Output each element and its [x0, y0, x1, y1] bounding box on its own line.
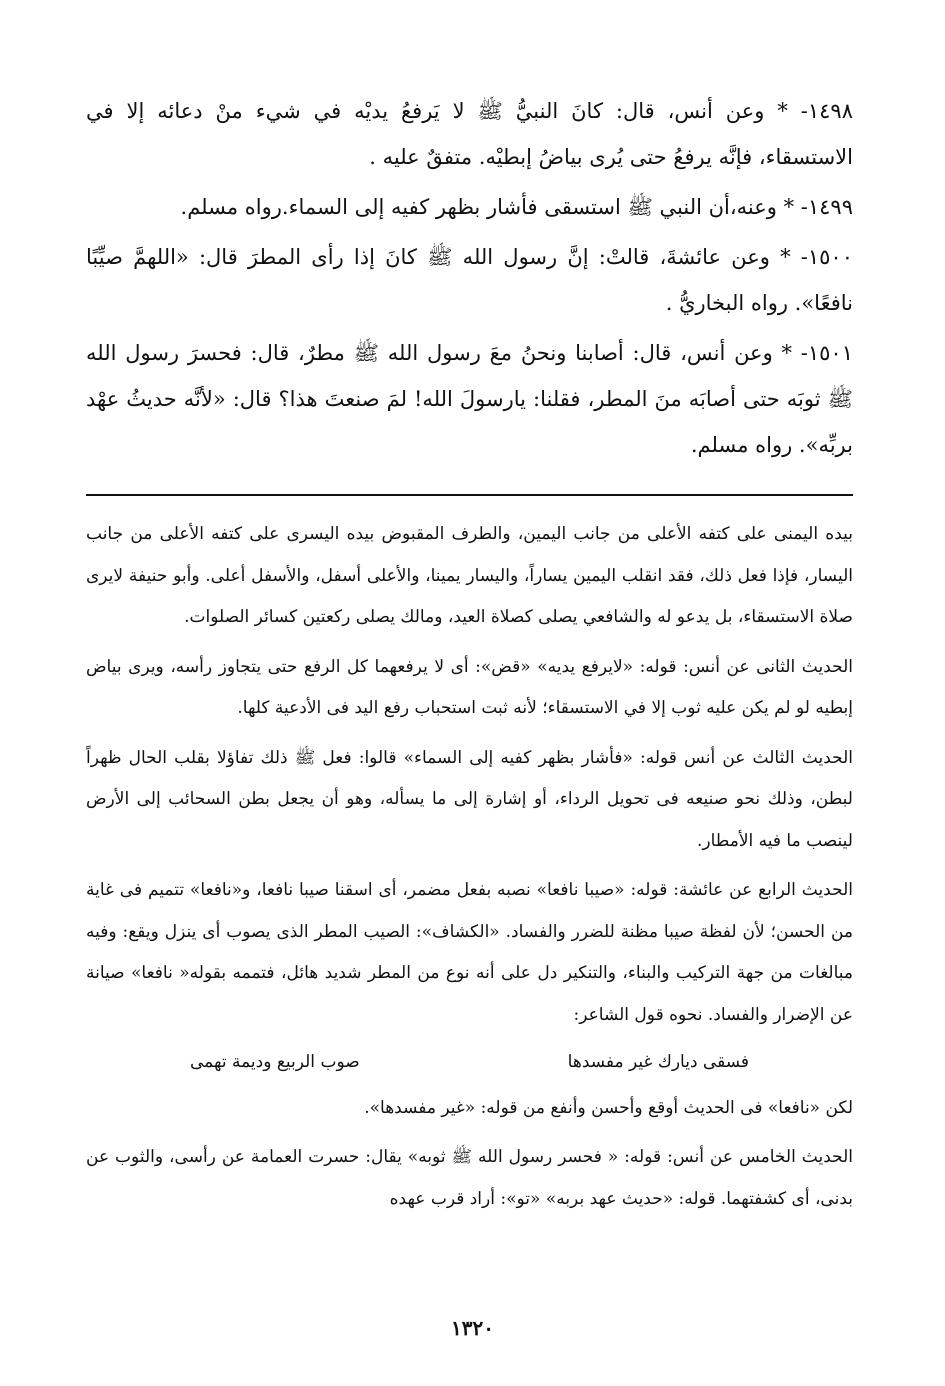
hadith-1500: ١٥٠٠- * وعن عائشةَ، قالتْ: إنَّ رسول الله ﷺ كانَ إذا رأى المطرَ قال: «اللهمَّ صيِّبًا نافعًا». رواه البخاريُّ . — [86, 245, 853, 315]
commentary-paragraph: الحديث الثالث عن أنس قوله: «فأشار بظهر كفيه إلى السماء» قالوا: فعل ﷺ ذلك تفاؤلا بقلب الحال ظهراً لبطن، وذلك نحو صنيعه فى تحويل الرداء، أو إشارة إلى ما يسأله، وهو أن يجعل بطن السحائب إلى الأرض لينصب ما فيه الأمطار. — [86, 747, 853, 851]
hadith-1501: ١٥٠١- * وعن أنس، قال: أصابنا ونحنُ معَ رسول الله ﷺ مطرٌ، قال: فحسرَ رسول الله ﷺ ثوبَه حتى أصابَه منَ المطر، فقلنا: يارسولَ الله! لمَ صنعتَ هذا؟ قال: «لأنَّه حديثُ عهْد بربِّه». رواه مسلم. — [86, 341, 853, 457]
commentary-after-poem: لكن «نافعا» فى الحديث أوقع وأحسن وأنفع من قوله: «غير مفسدها». — [364, 1097, 853, 1118]
commentary-paragraph: الحديث الثانى عن أنس: قوله: «لايرفع يديه» «قض»: أى لا يرفعهما كل الرفع حتى يتجاوز رأسه، ويرى بياض إبطيه لو لم يكن عليه ثوب إلا في الاستسقاء؛ لأنه ثبت استحباب رفع اليد فى الأدعية كلها. — [86, 656, 853, 718]
poem-verse — [86, 1042, 853, 1084]
commentary-paragraph: الحديث الرابع عن عائشة: قوله: «صيبا نافعا» نصبه بفعل مضمر، أى اسقنا صيبا نافعا، و«نافعا» تتميم فى غاية من الحسن؛ لأن لفظة صيبا مظنة للضرر والفساد. «الكشاف»: الصيب المطر الذى يصوب أى ينزل ويقع: وفيه مبالغات من جهة التركيب والبناء، والتنكير دل على أنه نوع من المطر شديد هائل، فتممه بقوله« نافعا» صيانة عن الإضرار والفساد. نحوه قول الشاعر: — [86, 880, 853, 1025]
commentary-paragraph: بيده اليمنى على كتفه الأعلى من جانب اليمين، والطرف المقبوض بيده اليسرى على كتفه الأعلى من جانب اليسار، فإذا فعل ذلك، فقد انقلب اليمين يساراً، واليسار يمينا، والأعلى أسفل، والأسفل أعلى. وأبو حنيفة لايرى صلاة الاستسقاء، بل يدعو له والشافعي يصلى كصلاة العيد، ومالك يصلى ركعتين كسائر الصلوات. — [86, 524, 853, 627]
poem-hemistich-first: فسقى ديارك غير مفسدها — [567, 1052, 749, 1072]
poem-hemistich-second: صوب الربيع وديمة تهمى — [190, 1052, 360, 1072]
commentary-section — [86, 514, 853, 1220]
hadith-1498: ١٤٩٨- * وعن أنس، قال: كانَ النبيُّ ﷺ لا يَرفعُ يديْه في شيء منْ دعائه إلا في الاستسقاء، فإنَّه يرفعُ حتى يُرى بياضُ إبطيْه. متفقٌ عليه . — [86, 99, 853, 169]
hadith-1499: ١٤٩٩- * وعنه،أن النبي ﷺ استسقى فأشار بظهر كفيه إلى السماء.رواه مسلم. — [180, 195, 853, 219]
commentary-paragraph: الحديث الخامس عن أنس: قوله: « فحسر رسول الله ﷺ ثوبه» يقال: حسرت العمامة عن رأسى، والثوب عن بدنى، أى كشفتهما. قوله: «حديث عهد بربه» «تو»: أراد قرب عهده — [86, 1147, 853, 1209]
hadith-section — [86, 88, 853, 468]
page-number: ١٣٢٠ — [451, 1316, 494, 1340]
divider-line — [86, 494, 853, 496]
